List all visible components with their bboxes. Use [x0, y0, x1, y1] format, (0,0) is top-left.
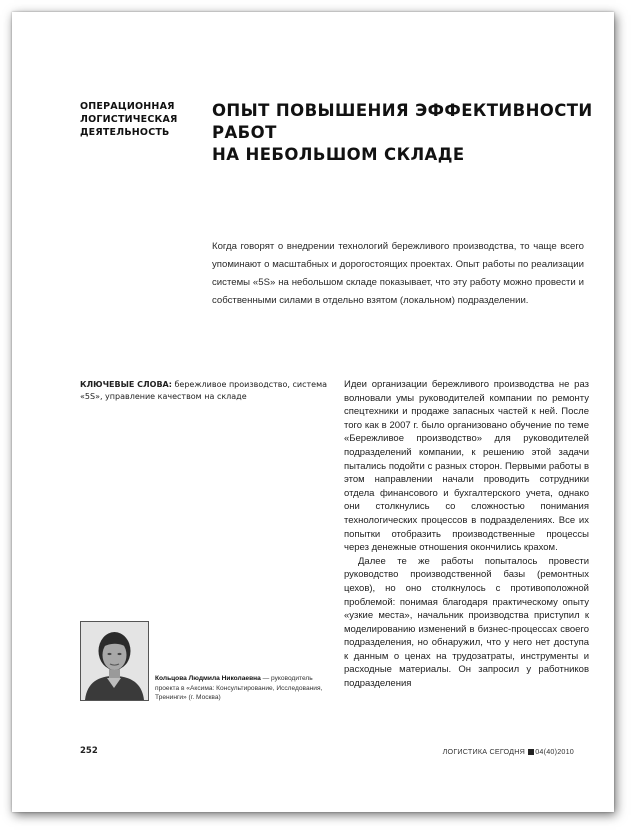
author-portrait-icon	[81, 622, 148, 700]
journal-page	[12, 12, 614, 812]
author-name: Кольцова Людмила Николаевна	[155, 675, 261, 682]
keywords-label: КЛЮЧЕВЫЕ СЛОВА:	[80, 380, 172, 389]
keywords	[80, 379, 330, 403]
journal-issue: 04(40)2010	[535, 747, 574, 756]
author-photo	[80, 621, 149, 701]
author-description: — руководитель проекта в «Аксима: Консультирование, Исследования, Тренинги» (г. Москва)	[155, 675, 323, 701]
section-label: ОПЕРАЦИОННАЯ ЛОГИСТИЧЕСКАЯ ДЕЯТЕЛЬНОСТЬ	[80, 101, 178, 138]
article-body	[344, 378, 589, 691]
keywords-text: бережливое производство, система «5S», управление качеством на складе	[80, 380, 328, 401]
body-paragraph-2: Далее те же работы попыталось провести руководство производственной базы (ремонтных цехов), но оно столкнулось с противоположной проблемой: понимая благодаря практическому опыту «узкие места», начальник производства приступил к моделированию изменений в бизнес-процессах своего подразделения, но обнаружил, что у него нет доступа к данным о ценах на трудозатраты, инструменты и расходные материалы. Он запросил у работников подразделения	[344, 555, 589, 690]
page-number: 252	[80, 746, 98, 756]
body-paragraph-1: Идеи организации бережливого производства не раз волновали умы руководителей компании по ремонту спецтехники и продаже запасных частей к ней. После того как в 2007 г. было организовано обучение по теме «Бережливое производство» для руководителей подразделений компании, к решению этой задачи пытались подойти с разных сторон. Первыми работы в этом направлении начали проводить сотрудники отдела финансового и бухгалтерского учета, однако они столкнулись со сложностью понимания технологических процессов в подразделениях. Все их попытки отобразить производственные процессы через денежные отношения окончились крахом.	[344, 379, 589, 554]
journal-name: ЛОГИСТИКА СЕГОДНЯ	[442, 747, 526, 756]
article-title: ОПЫТ ПОВЫШЕНИЯ ЭФФЕКТИВНОСТИ РАБОТ НА НЕБОЛЬШОМ СКЛАДЕ	[212, 101, 593, 164]
separator-square-icon	[528, 749, 534, 755]
journal-footer	[443, 747, 574, 756]
author-bio	[155, 674, 327, 703]
article-lead: Когда говорят о внедрении технологий бережливого производства, то чаще всего упоминают о масштабных и дорогостоящих проектах. Опыт работы по реализации системы «5S» на небольшом складе показывает, что эту работу можно провести и собственными силами в отдельно взятом (локальном) подразделении.	[212, 241, 584, 306]
